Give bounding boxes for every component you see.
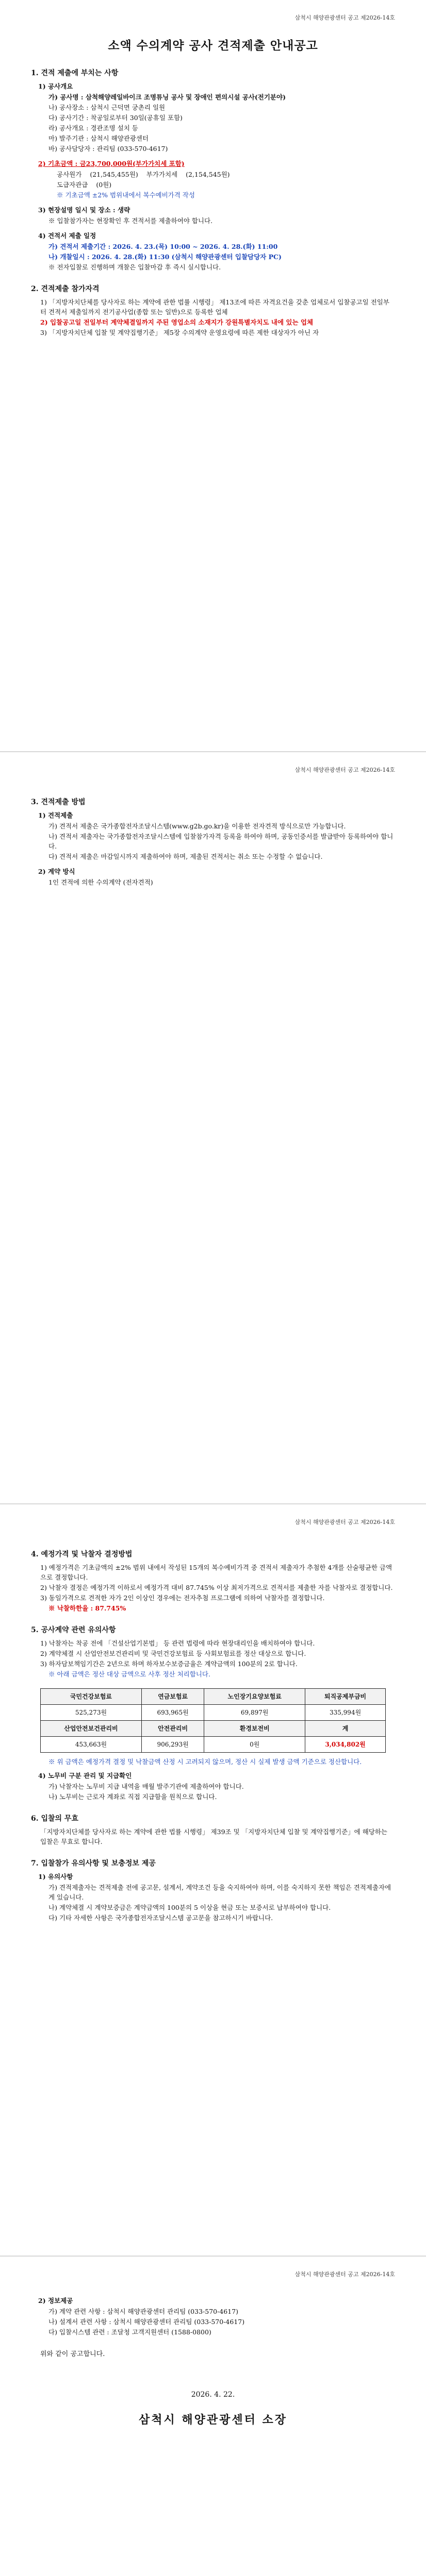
- section-1-sub-1: 1) 공사개요: [38, 82, 73, 90]
- qualification-2: 2) 입찰공고일 전일부터 계약체결일까지 주된 영업소의 소재지가 강원특별자치도 내에 있는 업체: [40, 318, 314, 326]
- section-3-sub-1: 1) 견적제출: [38, 811, 73, 819]
- note-1: 가) 견적제출자는 견적제출 전에 공고문, 설계서, 계약조건 등을 숙지하여야 하며, 이를 숙지하지 못한 책임은 견적제출자에게 있습니다.: [48, 1884, 391, 1901]
- schedule-period: 가) 견적서 제출기간 : 2026. 4. 23.(목) 10:00 ~ 2026. 4. 28.(화) 11:00: [48, 243, 278, 250]
- caution-2: 2) 계약체결 시 산업안전보건관리비 및 국민건강보험료 등 사회보험료를 정산 대상으로 합니다.: [40, 1650, 306, 1657]
- page-title: 소액 수의계약 공사 견적제출 안내공고: [108, 39, 318, 53]
- table-cell: 국민건강보험료: [41, 1689, 142, 1705]
- section-4-heading: 4. 예정가격 및 낙찰자 결정방법: [31, 1550, 133, 1558]
- note-2: 나) 계약체결 시 계약보증금은 계약금액의 100분의 5 이상을 현금 또는 보증서로 납부하여야 합니다.: [48, 1904, 331, 1911]
- project-summary: 라) 공사개요 : 경관조명 설치 등: [48, 124, 138, 132]
- table-cell: 69,897원: [204, 1705, 305, 1721]
- closing-text: 위와 같이 공고합니다.: [40, 2350, 105, 2358]
- qualification-3: 3) 「지방자치단체 입찰 및 계약집행기준」 제5장 수의계약 운영요령에 따른 제한 대상자가 아닌 자: [40, 329, 319, 336]
- amount-note: ※ 기초금액 ±2% 범위내에서 복수예비가격 작성: [57, 191, 195, 199]
- table-row: [41, 1737, 386, 1753]
- table-cell: 노인장기요양보험료: [204, 1689, 305, 1705]
- notice-number-4: 삼척시 해양관광센터 공고 제2026-14호: [294, 2271, 395, 2278]
- project-location: 나) 공사장소 : 삼척시 근덕면 궁촌리 일원: [48, 104, 166, 111]
- info-1: 가) 계약 관련 사항 : 삼척시 해양관광센터 관리팀 (033-570-4617): [48, 2308, 239, 2315]
- table-cell: 453,663원: [41, 1737, 142, 1753]
- section-7-heading: 7. 입찰참가 유의사항 및 보충정보 제공: [31, 1859, 156, 1868]
- table-cell-total: 3,034,802원: [305, 1737, 386, 1753]
- info-3: 다) 입찰시스템 관련 : 조달청 고객지원센터 (1588-0800): [48, 2328, 211, 2336]
- page-1: [0, 0, 426, 752]
- wage-1: 가) 낙찰자는 노무비 지급 내역을 매월 발주기관에 제출하여야 합니다.: [48, 1783, 244, 1790]
- project-name: 가) 공사명 : 삼척해양레일바이크 조명튜닝 공사 및 장애인 편의시설 공사(전기분야): [48, 93, 286, 101]
- submit-1: 가) 견적서 제출은 국가종합전자조달시스템(www.g2b.go.kr)을 이용한 전자견적 방식으로만 가능합니다.: [48, 822, 346, 830]
- caution-3: 3) 하자담보책임기간은 2년으로 하며 하자보수보증금율은 계약금액의 100분의 2로 합니다.: [40, 1660, 298, 1668]
- page-4: [0, 2257, 426, 2576]
- schedule-heading: 4) 견적서 제출 일정: [38, 232, 96, 240]
- note-3: 다) 기타 자세한 사항은 국가종합전자조달시스템 공고문을 참고하시기 바랍니다.: [48, 1914, 273, 1922]
- notice-number-3: 삼척시 해양관광센터 공고 제2026-14호: [294, 1519, 395, 1526]
- page-2: [0, 752, 426, 1504]
- notice-number: 삼척시 해양관광센터 공고 제2026-14호: [294, 14, 395, 21]
- section-2-heading: 2. 견적제출 참가자격: [31, 285, 100, 293]
- signature-name: 삼척시 해양관광센터 소장: [138, 2413, 288, 2427]
- amount-value-2: (2,154,545원): [186, 171, 230, 178]
- base-amount: 2) 기초금액 : 금23,700,000원(부가가치세 포함): [38, 160, 185, 167]
- amount-label-1: 공사원가: [57, 171, 82, 178]
- cost-table: [40, 1688, 386, 1753]
- contract-method: 1인 견적에 의한 수의계약 (전자견적): [48, 878, 153, 886]
- table-cell: 산업안전보건관리비: [41, 1721, 142, 1737]
- info-2: 나) 설계서 관련 사항 : 삼척시 해양관광센터 관리팀 (033-570-4617): [48, 2318, 245, 2326]
- price-3: 3) 동일가격으로 견적한 자가 2인 이상인 경우에는 전자추첨 프로그램에 의하여 낙찰자를 결정합니다.: [40, 1594, 325, 1602]
- section-3-heading: 3. 견적제출 방법: [31, 798, 86, 806]
- amount-label-2: 부가가치세: [146, 171, 178, 178]
- wage-heading: 4) 노무비 구분 관리 및 지급확인: [38, 1772, 132, 1780]
- schedule-note: ※ 전자입찰로 진행하며 개찰은 입찰마감 후 즉시 실시합니다.: [48, 263, 221, 271]
- table-cell: 계: [305, 1721, 386, 1737]
- caution-1: 1) 낙찰자는 착공 전에 「건설산업기본법」 등 관련 법령에 따라 현장대리인을 배치하여야 합니다.: [40, 1639, 315, 1647]
- site-briefing: 3) 현장설명 일시 및 장소 : 생략: [38, 206, 130, 214]
- project-owner: 마) 발주기관 : 삼척시 해양관광센터: [48, 134, 149, 142]
- invalid-bid: 「지방자치단체를 당사자로 하는 계약에 관한 법률 시행령」 제39조 및 「지방자치단체 입찰 및 계약집행기준」에 해당하는 입찰은 무효로 합니다.: [40, 1828, 388, 1845]
- table-cell: 335,994원: [305, 1705, 386, 1721]
- table-cell: 525,273원: [41, 1705, 142, 1721]
- project-manager: 바) 공사담당자 : 관리팀 (033-570-4617): [48, 145, 168, 152]
- sign-date: 2026. 4. 22.: [191, 2391, 235, 2399]
- project-period: 다) 공사기간 : 착공일로부터 30일(공휴일 포함): [48, 114, 183, 122]
- section-3-sub-2: 2) 계약 방식: [38, 868, 75, 875]
- table-cell: 연금보험료: [141, 1689, 204, 1705]
- table-cell: 퇴직공제부금비: [305, 1689, 386, 1705]
- table-row: [41, 1721, 386, 1737]
- table-cell: 906,293원: [141, 1737, 204, 1753]
- section-6-heading: 6. 입찰의 무효: [31, 1815, 78, 1823]
- section-5-heading: 5. 공사계약 관련 유의사항: [31, 1626, 116, 1634]
- price-2: 2) 낙찰자 결정은 예정가격 이하로서 예정가격 대비 87.745% 이상 최저가격으로 견적서를 제출한 자를 낙찰자로 결정합니다.: [40, 1584, 393, 1591]
- notes-heading: 1) 유의사항: [38, 1873, 73, 1880]
- amount-value-1: (21,545,455원): [90, 171, 138, 178]
- cost-note: ※ 위 금액은 예정가격 결정 및 낙찰금액 산정 시 고려되지 않으며, 정산 시 실제 발생 금액 기준으로 정산합니다.: [48, 1758, 362, 1766]
- table-row: [41, 1689, 386, 1705]
- site-briefing-note: ※ 입찰참가자는 현장확인 후 견적서를 제출하여야 합니다.: [48, 217, 213, 225]
- table-note: ※ 아래 금액은 정산 대상 금액으로 사후 정산 처리합니다.: [48, 1670, 210, 1678]
- submit-3: 다) 견적서 제출은 마감일시까지 제출하여야 하며, 제출된 견적서는 취소 또는 수정할 수 없습니다.: [48, 853, 323, 860]
- price-1: 1) 예정가격은 기초금액의 ±2% 범위 내에서 작성된 15개의 복수예비가격 중 견적서 제출자가 추첨한 4개를 산술평균한 금액으로 결정합니다.: [40, 1564, 392, 1581]
- table-cell: 환경보전비: [204, 1721, 305, 1737]
- qualification-1: 1) 「지방자치단체를 당사자로 하는 계약에 관한 법률 시행령」 제13조에 따른 자격요건을 갖춘 업체로서 입찰공고일 전일부터 견적서 제출일까지 전기공사업(종합 또는 일반)으로 등록한 업체: [40, 298, 389, 316]
- amount-label-3: 도급자관급: [57, 181, 88, 189]
- section-1-heading: 1. 견적 제출에 부치는 사항: [31, 69, 119, 77]
- table-cell: 안전관리비: [141, 1721, 204, 1737]
- submit-2: 나) 견적서 제출자는 국가종합전자조달시스템에 입찰참가자격 등록을 하여야 하며, 공동인증서를 발급받아 등록하여야 합니다.: [48, 833, 394, 850]
- table-row: [41, 1705, 386, 1721]
- page-3: [0, 1504, 426, 2257]
- table-cell: 693,965원: [141, 1705, 204, 1721]
- amount-value-3: (0원): [96, 181, 112, 189]
- schedule-opening: 나) 개찰일시 : 2026. 4. 28.(화) 11:30 (삼척시 해양관광센터 입찰담당자 PC): [48, 253, 282, 261]
- wage-2: 나) 노무비는 근로자 계좌로 직접 지급함을 원칙으로 합니다.: [48, 1793, 217, 1801]
- notice-number-2: 삼척시 해양관광센터 공고 제2026-14호: [294, 767, 395, 773]
- table-cell: 0원: [204, 1737, 305, 1753]
- lower-limit: ※ 낙찰하한율 : 87.745%: [48, 1604, 126, 1612]
- info-heading: 2) 정보제공: [38, 2297, 73, 2304]
